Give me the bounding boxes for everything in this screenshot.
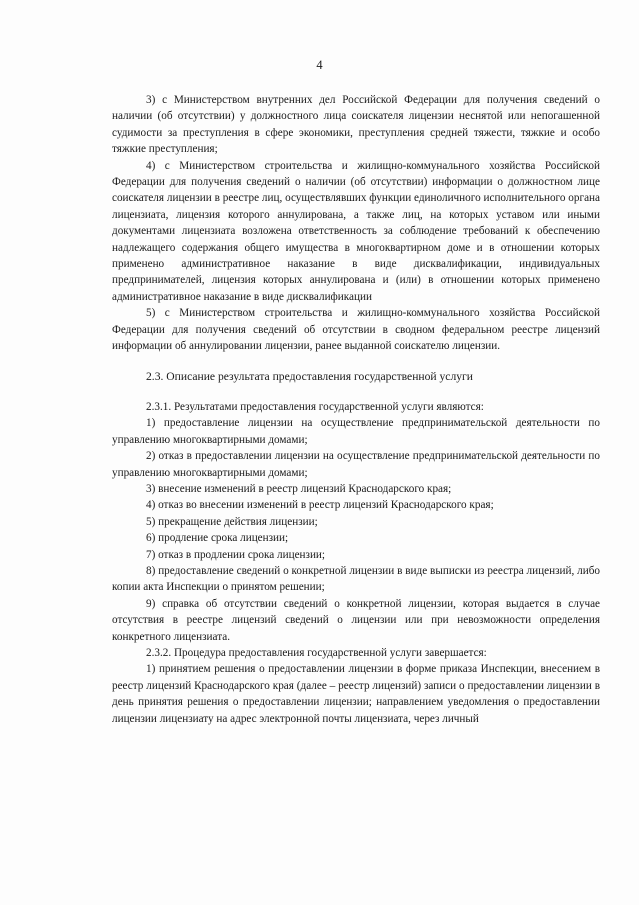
paragraph-2-3-1: 2.3.1. Результатами предоставления государственной услуги являются: [146, 400, 484, 413]
document-body [112, 92, 600, 727]
result-item-7: 7) отказ в продлении срока лицензии; [146, 548, 326, 561]
paragraph-2-3-2: 2.3.2. Процедура предоставления государственной услуги завершается: [146, 647, 487, 659]
paragraph-item-4-minstroy: 4) с Министерством строительства и жилищно-коммунального хозяйства Российской Федерации для получения сведений о наличии (об отсутствии) информации о должностном лице соискателя лицензии в реестре лиц, осуществлявших функции единоличного исполнительного органа лицензиата, лицензия которого аннулирована, а также лиц, на которых уставом или иными документами лицензиата возложена ответственность за соблюдение требований к обеспечению надлежащего содержания общего имущества в многоквартирном доме и в отношении которых применено административное наказание в виде дисквалификации, индивидуальных предпринимателей, лицензия которых аннулирована и (или) в отношении которых применено административное наказание в виде дисквалификации [112, 159, 600, 303]
paragraph-item-3-mvd: 3) с Министерством внутренних дел Российской Федерации для получения сведений о наличии (об отсутствии) у должностного лица соискателя лицензии неснятой или непогашенной судимости за преступления в сфере экономики, преступления средней тяжести, тяжкие и особо тяжкие преступления; [112, 94, 600, 156]
paragraph-item-5-minstroy: 5) с Министерством строительства и жилищно-коммунального хозяйства Российской Федерации для получения сведений об отсутствии в сводном федеральном реестре лицензий информации об аннулировании лицензии, ранее выданной соискателю лицензии. [112, 307, 600, 353]
result-item-6: 6) продление срока лицензии; [146, 532, 289, 545]
result-item-3: 3) внесение изменений в реестр лицензий Краснодарского края; [146, 482, 452, 495]
result-item-4: 4) отказ во внесении изменений в реестр лицензий Краснодарского края; [146, 499, 494, 512]
result-item-2: 2) отказ в предоставлении лицензии на осуществление предпринимательской деятельности по управлению многоквартирными домами; [112, 450, 600, 479]
result-item-8: 8) предоставление сведений о конкретной лицензии в виде выписки из реестра лицензий, либо копии акта Инспекции о принятом решении; [112, 564, 600, 594]
page-number: 4 [316, 58, 323, 72]
result-item-5: 5) прекращение действия лицензии; [146, 515, 318, 528]
result-item-1: 1) предоставление лицензии на осуществление предпринимательской деятельности по управлению многоквартирными домами; [112, 417, 600, 446]
section-heading: 2.3. Описание результата предоставления государственной услуги [146, 369, 473, 383]
completion-item-1: 1) принятием решения о предоставлении лицензии в форме приказа Инспекции, внесением в реестр лицензий Краснодарского края (далее – реестр лицензий) записи о предоставлении лицензии в день принятия решения о предоставлении лицензии; направлением уведомления о предоставлении лицензии лицензиату на адрес электронной почты лицензиата, через личный [112, 663, 600, 725]
result-item-9: 9) справка об отсутствии сведений о конкретной лицензии, которая выдается в случае отсутствия в реестре лицензий сведений о лицензии или при невозможности определения конкретного лицензиата. [112, 597, 600, 643]
